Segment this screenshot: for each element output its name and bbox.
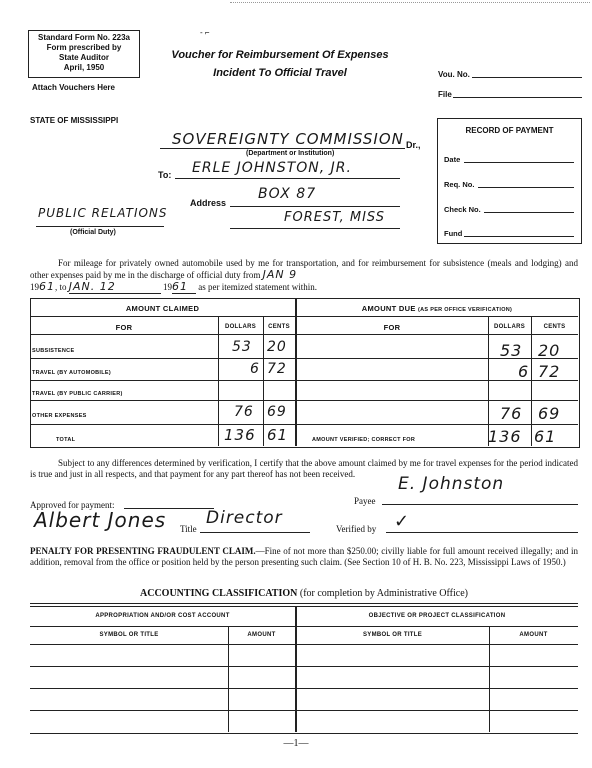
file-line[interactable] [453, 97, 582, 98]
row-rule-3 [30, 400, 578, 401]
symbol-heading-right: SYMBOL OR TITLE [362, 632, 423, 638]
row-travel-auto-cents: 72 [267, 361, 287, 377]
verified-amount-label: AMOUNT VERIFIED; CORRECT FOR [312, 437, 416, 443]
row-travel-auto-label: TRAVEL (BY AUTOMOBILE) [32, 370, 112, 376]
to-word: to [59, 282, 67, 292]
to-date-handwritten: JAN. 12 [69, 280, 161, 294]
record-of-payment-title: RECORD OF PAYMENT [465, 126, 554, 135]
accounting-row-rule-1 [30, 666, 578, 667]
form-box-line-1: Standard Form No. 223a [37, 33, 131, 42]
form-title [150, 46, 410, 82]
official-duty-caption: (Official Duty) [70, 229, 116, 236]
approved-label: Approved for payment: [30, 500, 115, 510]
amount-claimed-heading: AMOUNT CLAIMED [125, 304, 200, 313]
page-number: —1— [283, 738, 309, 749]
record-check-line[interactable] [484, 212, 574, 213]
title-handwritten: Director [206, 508, 283, 528]
amount-due-title: AMOUNT DUE [361, 304, 416, 313]
penalty-paragraph [30, 546, 578, 568]
col-for-left: FOR [115, 323, 133, 332]
row-subsistence-dollars: 53 [232, 339, 252, 355]
verified-by-line[interactable] [386, 532, 578, 533]
row-rule-2 [30, 380, 578, 381]
file-label: File [438, 90, 452, 99]
record-check-label: Check No. [444, 205, 481, 214]
record-date-label: Date [444, 155, 461, 164]
total-label: TOTAL [56, 437, 76, 443]
row-subsistence-due-cents: 20 [538, 341, 561, 360]
year-2-handwritten: 61 [172, 280, 196, 294]
record-of-payment-box [437, 118, 582, 244]
form-title-line-2: Incident To Official Travel [213, 67, 347, 79]
amount-due-heading [296, 304, 578, 313]
certification-text: Subject to any differences determined by verification, I certify that the above amount claimed by me for travel expenses for the period indicated is true and just in all respects, and that payment for any part thereof has not been received. [30, 458, 578, 479]
to-label: To: [158, 170, 172, 180]
row-rule-1 [30, 358, 578, 359]
col-dollars-right: DOLLARS [493, 324, 526, 330]
attach-vouchers-label: Attach Vouchers Here [32, 83, 115, 92]
row-other-label: OTHER EXPENSES [32, 413, 87, 419]
amount-heading-right: AMOUNT [519, 632, 548, 638]
penalty-text: —Fine of not more than $250.00; civilly liable for full amount received illegally; and in addition, removal from the office or position held by the person presenting such claim. (See Section 10 of H. B. No. 223, Mississippi Laws of 1950.) [30, 546, 578, 567]
amount-table-colhead-rule [30, 334, 578, 335]
row-other-cents: 69 [267, 404, 287, 420]
record-fund-label: Fund [444, 229, 463, 238]
record-fund-line[interactable] [464, 236, 574, 237]
amount-table-col-claimed-dollars [218, 316, 219, 446]
accounting-heading [30, 588, 578, 599]
payee-signature: E. Johnston [398, 474, 505, 494]
record-req-label: Req. No. [444, 180, 475, 189]
amount-due-note: (AS PER OFFICE VERIFICATION) [418, 307, 513, 313]
record-date-line[interactable] [464, 162, 574, 163]
year-1-handwritten: 61 [39, 280, 55, 293]
objective-heading: OBJECTIVE OR PROJECT CLASSIFICATION [368, 613, 506, 619]
department-handwritten: SOVEREIGNTY COMMISSION [172, 130, 404, 148]
form-title-line-1: Voucher for Reimbursement Of Expenses [171, 49, 389, 61]
row-travel-auto-dollars: 6 [250, 361, 260, 377]
approved-signature: Albert Jones [34, 508, 167, 532]
intro-paragraph [30, 258, 578, 281]
from-date-handwritten: JAN 9 [262, 268, 298, 281]
accounting-col-right-amount [489, 626, 490, 732]
row-other-dollars: 76 [234, 404, 254, 420]
symbol-heading-left: SYMBOL OR TITLE [99, 632, 159, 638]
row-travel-public-label: TRAVEL (BY PUBLIC CARRIER) [32, 391, 123, 397]
amount-table-heading-rule [30, 316, 578, 317]
accounting-colhead-rule [30, 644, 578, 645]
address-line-1-handwritten: BOX 87 [258, 186, 317, 202]
intro-tail: as per itemized statement within. [198, 282, 317, 292]
accounting-heading-rule [30, 626, 578, 627]
accounting-title: ACCOUNTING CLASSIFICATION [140, 588, 298, 599]
accounting-top-rule [30, 603, 578, 604]
official-duty-handwritten: PUBLIC RELATIONS [38, 206, 168, 220]
official-duty-line[interactable] [36, 226, 164, 227]
accounting-row-rule-3 [30, 710, 578, 711]
address-label: Address [190, 198, 227, 208]
address-line-2[interactable] [230, 228, 400, 229]
vou-no-label: Vou. No. [438, 70, 470, 79]
address-line-2-handwritten: FOREST, MISS [284, 210, 385, 225]
department-caption: (Department or Institution) [246, 150, 335, 157]
total-dollars: 136 [224, 426, 256, 444]
vou-no-line[interactable] [472, 77, 582, 78]
col-dollars-left: DOLLARS [224, 324, 257, 330]
row-travel-auto-due-cents: 72 [538, 362, 561, 381]
amount-table-col-claimed-cents [263, 316, 264, 446]
row-subsistence-cents: 20 [267, 339, 287, 355]
top-perforation [230, 2, 590, 3]
penalty-heading: PENALTY FOR PRESENTING FRAUDULENT CLAIM. [30, 546, 256, 556]
year-prefix-2: 19 [163, 282, 173, 292]
form-box-line-3: State Auditor [59, 53, 109, 62]
amount-table-col-due-cents [531, 316, 532, 446]
verified-by-initials: ✓ [394, 511, 411, 532]
address-line-1[interactable] [230, 206, 400, 207]
record-req-line[interactable] [478, 187, 574, 188]
amount-table [30, 298, 580, 448]
verified-cents: 61 [534, 427, 557, 446]
title-line[interactable] [200, 532, 310, 533]
to-line[interactable] [175, 178, 400, 179]
col-cents-right: CENTS [543, 324, 566, 330]
accounting-subtitle: (for completion by Administrative Office) [299, 588, 468, 599]
form-box-line-4: April, 1950 [63, 63, 105, 72]
title-tick-mark: - ⌐ [200, 28, 210, 37]
form-box-line-2: Form prescribed by [46, 43, 122, 52]
state-label: STATE OF MISSISSIPPI [30, 116, 119, 125]
row-other-due-cents: 69 [538, 404, 561, 423]
verified-dollars: 136 [488, 427, 522, 446]
form-number-box [28, 30, 140, 78]
accounting-col-left-amount [228, 626, 229, 732]
to-name-handwritten: ERLE JOHNSTON, JR. [192, 160, 352, 176]
payee-label: Payee [354, 496, 376, 506]
accounting-divider-middle [295, 606, 297, 732]
row-subsistence-due-dollars: 53 [500, 341, 523, 360]
intro-date-range: 1961, to JAN. 12 1961 as per itemized statement within. [30, 280, 317, 293]
year-prefix-1: 19 [30, 282, 39, 292]
payee-line[interactable] [382, 504, 578, 505]
col-cents-left: CENTS [268, 324, 290, 330]
title-label: Title [180, 524, 197, 534]
department-dr-label: Dr., [406, 140, 421, 150]
col-for-right: FOR [383, 323, 401, 332]
row-subsistence-label: SUBSISTENCE [32, 348, 75, 354]
total-cents: 61 [267, 426, 289, 444]
amount-heading-left: AMOUNT [247, 632, 276, 638]
row-other-due-dollars: 76 [500, 404, 523, 423]
intro-text: For mileage for privately owned automobile used by me for transportation, and for reimbursement for subsistence (meals and lodging) and other expenses paid by me in the discharge of official duty from [30, 258, 578, 280]
row-rule-4 [30, 424, 578, 425]
verified-by-label: Verified by [336, 524, 377, 534]
department-line[interactable] [160, 148, 405, 149]
row-travel-auto-due-dollars: 6 [518, 362, 530, 381]
appropriation-heading: APPROPRIATION AND/OR COST ACCOUNT [95, 613, 230, 619]
accounting-row-rule-2 [30, 688, 578, 689]
